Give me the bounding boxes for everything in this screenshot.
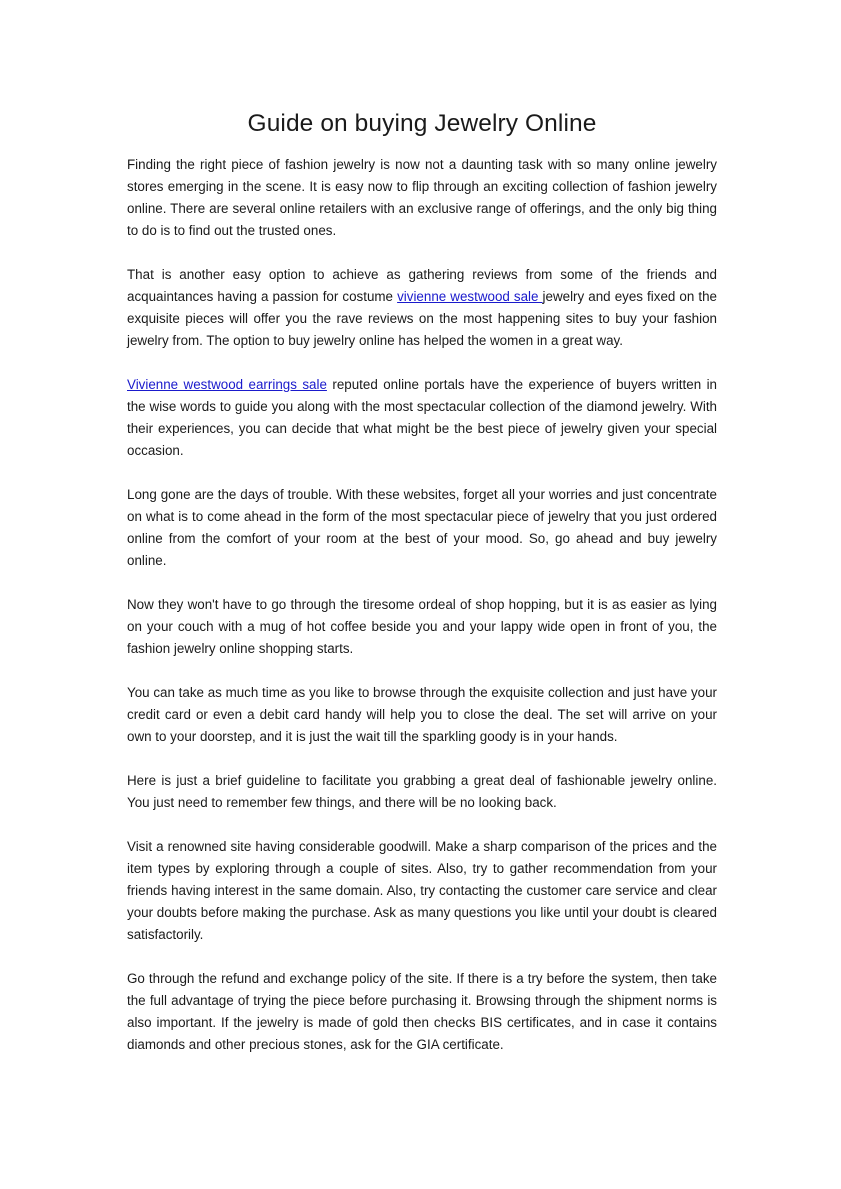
paragraph-3-text-after: reputed online portals have the experience of buyers written in the wise words to guide you along with the most spectacular collection of the diamond jewelry. With their experiences, you can decide that what might be the best piece of jewelry given your special occasion. [127,377,717,458]
paragraph-5: Now they won't have to go through the tiresome ordeal of shop hopping, but it is as easier as lying on your couch with a mug of hot coffee beside you and your lappy wide open in front of you, the fashion jewelry online shopping starts. [127,597,717,656]
paragraph-7: Here is just a brief guideline to facilitate you grabbing a great deal of fashionable jewelry online. You just need to remember few things, and there will be no looking back. [127,773,717,810]
vivienne-westwood-earrings-sale-link[interactable]: Vivienne westwood earrings sale [127,377,327,392]
paragraph-2-text-after: jewelry and eyes fixed on the exquisite pieces will offer you the rave reviews on the most happening sites to buy your fashion jewelry from. The option to buy jewelry online has helped the women in a great way. [127,289,717,348]
document-title: Guide on buying Jewelry Online [247,110,597,137]
vivienne-westwood-sale-link[interactable]: vivienne westwood sale [397,289,543,304]
paragraph-9: Go through the refund and exchange policy of the site. If there is a try before the system, then take the full advantage of trying the piece before purchasing it. Browsing through the shipment norms is also important. If the jewelry is made of gold then checks BIS certificates, and in case it contains diamonds and other precious stones, ask for the GIA certificate. [127,971,717,1052]
paragraph-3 [127,374,717,462]
paragraph-1: Finding the right piece of fashion jewelry is now not a daunting task with so many online jewelry stores emerging in the scene. It is easy now to flip through an exciting collection of fashion jewelry online. There are several online retailers with an exclusive range of offerings, and the only big thing to do is to find out the trusted ones. [127,157,717,238]
document-page [127,104,717,1078]
paragraph-2 [127,264,717,352]
paragraph-4: Long gone are the days of trouble. With these websites, forget all your worries and just concentrate on what is to come ahead in the form of the most spectacular piece of jewelry that you just ordered online from the comfort of your room at the best of your mood. So, go ahead and buy jewelry online. [127,487,717,568]
paragraph-8: Visit a renowned site having considerable goodwill. Make a sharp comparison of the prices and the item types by exploring through a couple of sites. Also, try to gather recommendation from your friends having interest in the same domain. Also, try contacting the customer care service and clear your doubts before making the purchase. Ask as many questions you like until your doubt is cleared satisfactorily. [127,839,717,942]
paragraph-2-text-before: That is another easy option to achieve as gathering reviews from some of the friends and acquaintances having a passion for costume [127,267,717,304]
paragraph-6: You can take as much time as you like to browse through the exquisite collection and just have your credit card or even a debit card handy will help you to close the deal. The set will arrive on your own to your doorstep, and it is just the wait till the sparkling goody is in your hands. [127,685,717,744]
